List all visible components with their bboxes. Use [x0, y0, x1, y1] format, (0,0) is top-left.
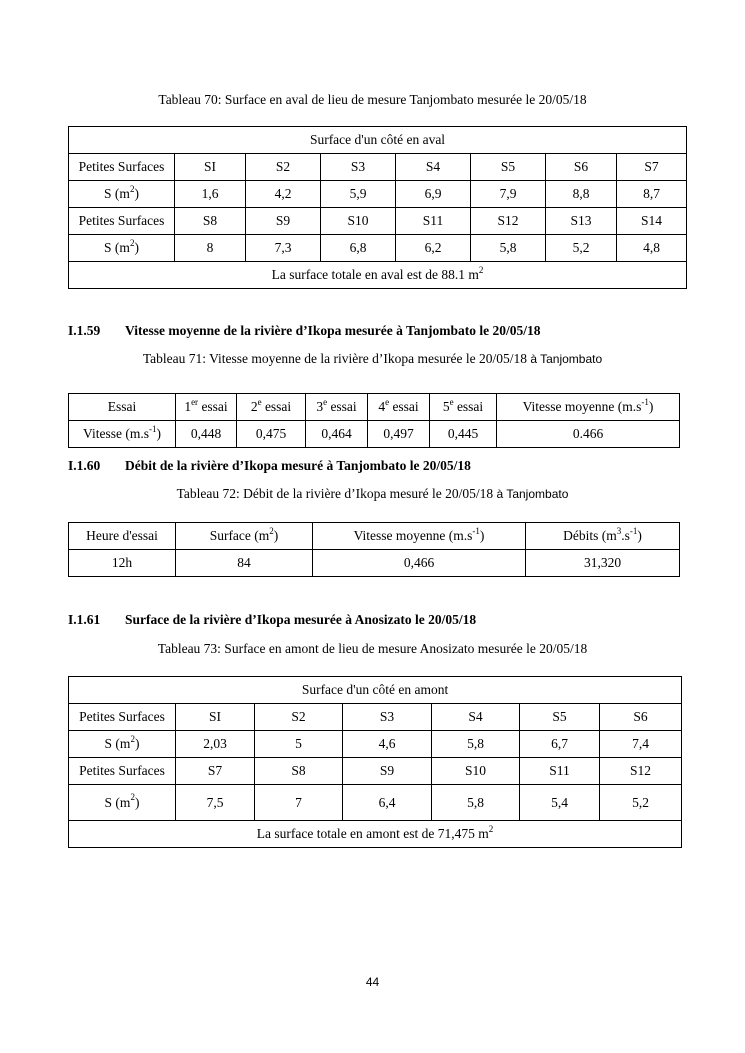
table-cell: S13 — [546, 208, 617, 235]
table-cell: 4,6 — [343, 731, 432, 758]
table-71 — [68, 393, 680, 448]
table-72-caption: Tableau 72: Débit de la rivière d’Ikopa mesuré le 20/05/18 à Tanjombato — [176, 486, 569, 501]
table-row — [69, 421, 680, 448]
column-header: 2e essai — [237, 394, 306, 421]
table-cell: SI — [176, 704, 255, 731]
table-71-caption: Tableau 71: Vitesse moyenne de la rivière d’Ikopa mesurée le 20/05/18 à Tanjombato — [142, 351, 603, 366]
column-header: 3e essai — [306, 394, 368, 421]
table-cell: 5 — [255, 731, 343, 758]
row-label: S $(m^2)$ — [69, 731, 176, 758]
table-row — [69, 394, 680, 421]
table-cell: 1,6 — [175, 181, 246, 208]
table-cell: 0,466 — [313, 550, 526, 577]
section-heading-1-1-61 — [68, 612, 476, 628]
table-cell: 8 — [175, 235, 246, 262]
table-row — [69, 235, 687, 262]
table-cell: S12 — [471, 208, 546, 235]
table-cell: 7,5 — [176, 785, 255, 821]
table-cell: S5 — [471, 154, 546, 181]
column-header: Surface $(m^2)$ — [176, 523, 313, 550]
table-cell: S3 — [321, 154, 396, 181]
table-cell: S10 — [432, 758, 520, 785]
table-cell: S6 — [546, 154, 617, 181]
table-cell: 5,8 — [432, 785, 520, 821]
page-number: 44 — [365, 975, 380, 989]
section-heading-1-1-59 — [68, 323, 540, 339]
table-cell: S2 — [255, 704, 343, 731]
table-cell: 12h — [69, 550, 176, 577]
table-cell: S7 — [617, 154, 687, 181]
section-number: I.1.61 — [68, 612, 101, 627]
table-cell: S6 — [600, 704, 682, 731]
row-label: Vitesse $(m.s^{-1})$ — [69, 421, 176, 448]
table-cell: 6,9 — [396, 181, 471, 208]
table-row — [69, 758, 682, 785]
table-cell: 8,7 — [617, 181, 687, 208]
table-73-header: Surface d'un côté en amont — [69, 677, 682, 704]
table-cell: S4 — [396, 154, 471, 181]
table-cell: 4,8 — [617, 235, 687, 262]
table-cell: S14 — [617, 208, 687, 235]
column-header: 5e essai — [430, 394, 497, 421]
table-cell: 6,8 — [321, 235, 396, 262]
table-70-header: Surface d'un côté en aval — [69, 127, 687, 154]
section-title: Vitesse moyenne de la rivière d’Ikopa mesurée à Tanjombato le 20/05/18 — [125, 323, 541, 338]
table-cell: 7,3 — [246, 235, 321, 262]
column-header: Essai — [69, 394, 176, 421]
table-cell: 8,8 — [546, 181, 617, 208]
table-cell: S12 — [600, 758, 682, 785]
table-cell: S2 — [246, 154, 321, 181]
table-cell: S3 — [343, 704, 432, 731]
table-cell: 7,9 — [471, 181, 546, 208]
table-cell: S11 — [396, 208, 471, 235]
section-number: I.1.59 — [68, 323, 101, 338]
table-cell: 0,445 — [430, 421, 497, 448]
row-label: Petites Surfaces — [69, 208, 175, 235]
table-row — [69, 704, 682, 731]
column-header: Heure d'essai — [69, 523, 176, 550]
table-row — [69, 181, 687, 208]
table-cell: 0.466 — [497, 421, 680, 448]
table-cell: S10 — [321, 208, 396, 235]
row-label: S $(m^2)$ — [69, 235, 175, 262]
table-row — [69, 550, 680, 577]
column-header: Vitesse moyenne $(m.s^{-1})$ — [497, 394, 680, 421]
table-73-caption: Tableau 73: Surface en amont de lieu de mesure Anosizato mesurée le 20/05/18 — [157, 641, 588, 656]
table-cell: S5 — [520, 704, 600, 731]
table-cell: 0,448 — [176, 421, 237, 448]
table-cell: 0,475 — [237, 421, 306, 448]
section-title: Débit de la rivière d’Ikopa mesuré à Tanjombato le 20/05/18 — [125, 458, 471, 473]
row-label: S $(m^2)$ — [69, 785, 176, 821]
section-title: Surface de la rivière d’Ikopa mesurée à Anosizato le 20/05/18 — [125, 612, 477, 627]
table-cell: 6,4 — [343, 785, 432, 821]
table-73-total: La surface totale en amont est de 71,475 $m^2$ — [69, 821, 682, 848]
table-cell: S9 — [343, 758, 432, 785]
table-cell: S4 — [432, 704, 520, 731]
table-cell: S11 — [520, 758, 600, 785]
table-cell: 6,2 — [396, 235, 471, 262]
section-number: I.1.60 — [68, 458, 101, 473]
table-cell: S9 — [246, 208, 321, 235]
row-label: Petites Surfaces — [69, 154, 175, 181]
table-70-total: La surface totale en aval est de 88.1 $m^2$ — [69, 262, 687, 289]
table-cell: 6,7 — [520, 731, 600, 758]
row-label: S $(m^2)$ — [69, 181, 175, 208]
table-row — [69, 731, 682, 758]
table-cell: 4,2 — [246, 181, 321, 208]
table-cell: 0,497 — [368, 421, 430, 448]
table-70-caption: Tableau 70: Surface en aval de lieu de mesure Tanjombato mesurée le 20/05/18 — [158, 92, 587, 107]
row-label: Petites Surfaces — [69, 758, 176, 785]
table-72 — [68, 522, 680, 577]
table-row — [69, 785, 682, 821]
table-row — [69, 154, 687, 181]
table-cell: 84 — [176, 550, 313, 577]
table-row — [69, 523, 680, 550]
table-cell: 5,9 — [321, 181, 396, 208]
column-header: Débits $(m^3.s^{-1})$ — [526, 523, 680, 550]
table-cell: 5,8 — [432, 731, 520, 758]
table-cell: 0,464 — [306, 421, 368, 448]
table-cell: 2,03 — [176, 731, 255, 758]
row-label: Petites Surfaces — [69, 704, 176, 731]
table-cell: S7 — [176, 758, 255, 785]
section-heading-1-1-60 — [68, 458, 471, 474]
table-cell: 7 — [255, 785, 343, 821]
table-70 — [68, 126, 687, 289]
column-header: 4e essai — [368, 394, 430, 421]
table-cell: 7,4 — [600, 731, 682, 758]
column-header: Vitesse moyenne $(m.s^{-1})$ — [313, 523, 526, 550]
table-cell: 5,2 — [600, 785, 682, 821]
table-73 — [68, 676, 682, 848]
table-cell: SI — [175, 154, 246, 181]
table-cell: 31,320 — [526, 550, 680, 577]
column-header: 1er essai — [176, 394, 237, 421]
table-cell: 5,4 — [520, 785, 600, 821]
table-cell: 5,2 — [546, 235, 617, 262]
table-cell: S8 — [175, 208, 246, 235]
table-cell: S8 — [255, 758, 343, 785]
table-row — [69, 208, 687, 235]
table-cell: 5,8 — [471, 235, 546, 262]
